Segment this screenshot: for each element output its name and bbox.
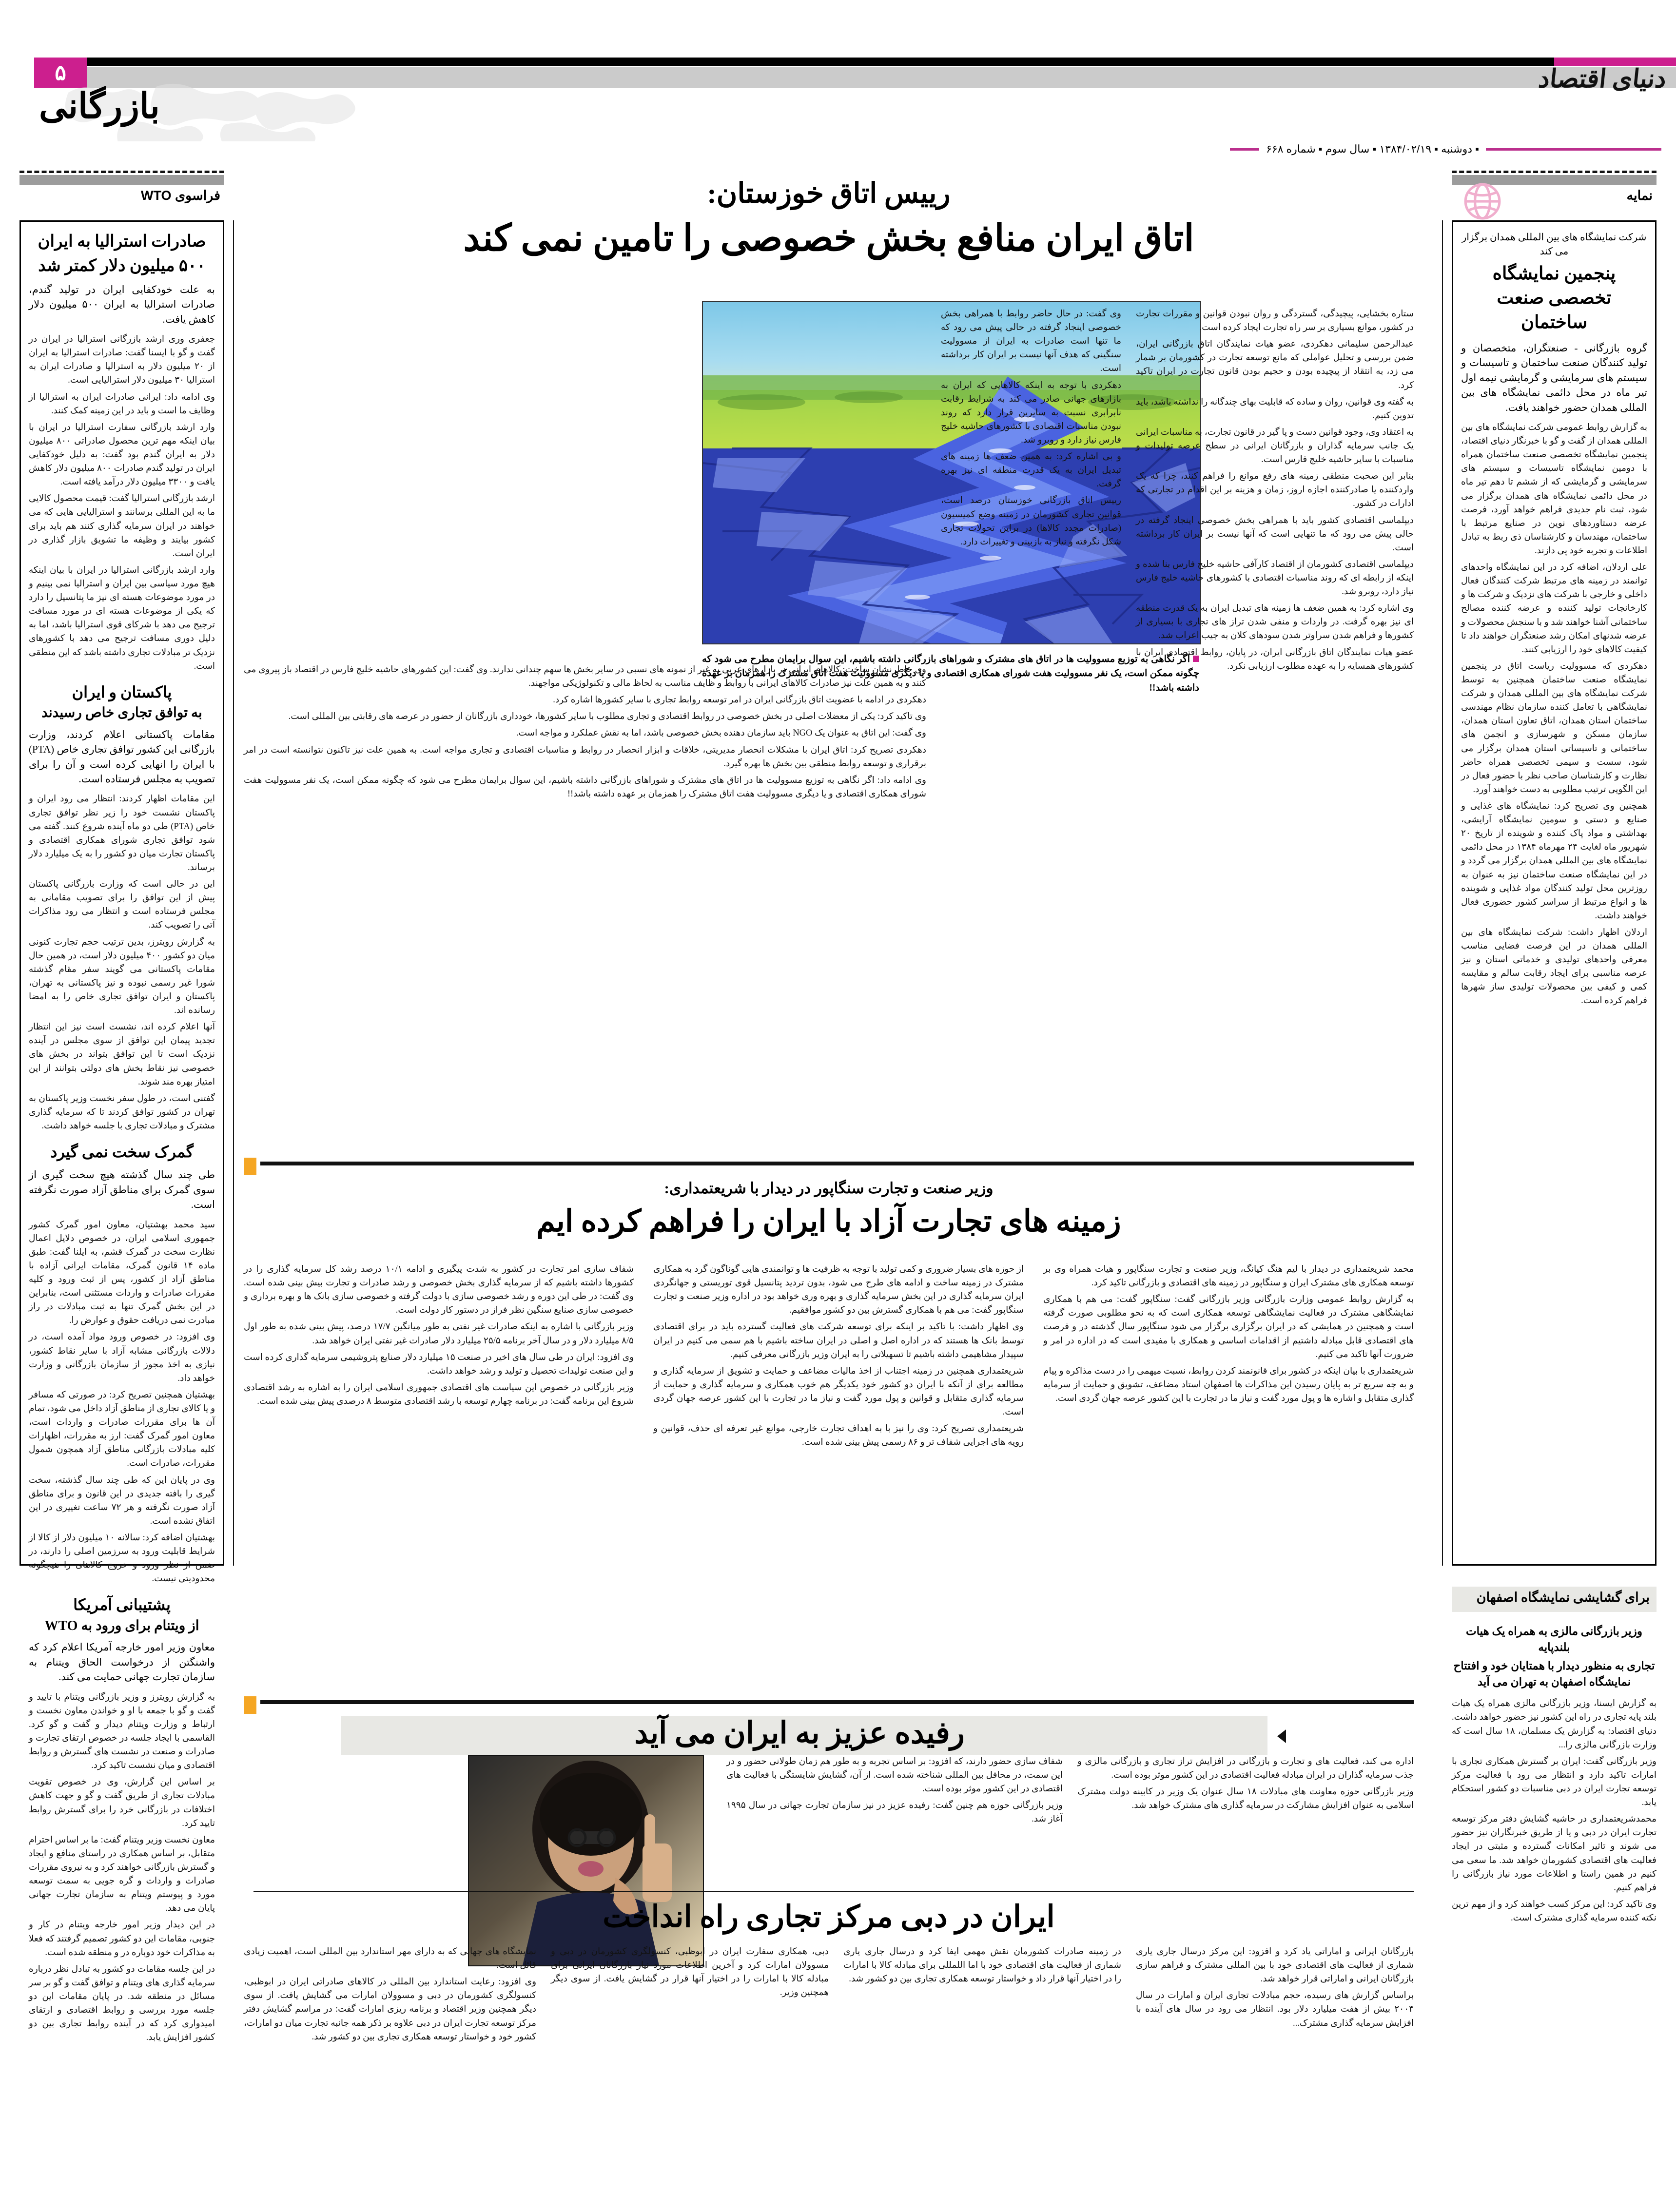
paragraph: وارد ارشد بازرگانی استرالیا در ایران با بیان اینکه هیچ مورد سیاسی بین ایران و استرالیا نمی بینیم و در مورد موضوعات هسته ای نیز ما پتانسیل را دارد که یکی از موضوعات هسته ای در مورد مسافت ترجیح می دهد با شرکای قوی استرالیا باشد، اما به دلیل دوری مسافت ترجیح می دهد با کشورهای نزدیک تر مبادلات تجاری داشته باشد که این منطقی است. bbox=[29, 565, 215, 671]
paragraph: آنها اعلام کرده اند، نشست است نیز این انتظار تجدید پیمان این توافق از سوی مجلس در آینده نزدیک است تا این توافق بتواند در بخش های خصوصی نیز نقاط بخش های دولتی بتوانند از این امتیاز بهره مند شوند. bbox=[29, 1022, 215, 1087]
paragraph: در زمینه صادرات کشورمان نقش مهمی ایفا کرد و درسال جاری یاری شماری از فعالیت های اقتصادی خود با اما اللمللی برای مبادله کالا با امارات را در اختیار آنها قرار داد و خواستار توسعه همکاری تجاری بین دو کشور شد. bbox=[843, 1947, 1121, 1984]
dubai-column-1 bbox=[1136, 1945, 1414, 2033]
masthead-black-bar bbox=[87, 58, 1554, 66]
right-article1-headline-2: تخصصی صنعت bbox=[1497, 288, 1612, 308]
mid-story-columns bbox=[244, 1262, 1414, 1691]
main-story-column-3 bbox=[244, 663, 926, 804]
paragraph: وی در پایان این که طی چند سال گذشته، سخت گیری را بافته جدیدی در این قانون و برای مناطق آزاد صورت نگرفته و هر ۷۲ ساعت تغییری در این اتفاق نشده است. bbox=[29, 1475, 215, 1526]
paragraph: شریعتمداری همچنین در زمینه اجتناب از اخذ مالیات مضاعف و حمایت و تشویق از سرمایه گذاری و مطالعه برای از آنکه با ایران دو کشور خود یکدیگر هم خوب همکاری و سرمایه گذاری و حمایت از سرمایه گذاری متقابل و قوانین و پول مورد گفت و نیاز ما در تجارت با این کشور عرصه جهان گردی است. bbox=[653, 1366, 1024, 1417]
left-article2-body bbox=[29, 792, 215, 1133]
dubai-column-4 bbox=[244, 1945, 536, 2047]
paragraph: گفتنی است، در طول سفر نخست وزیر پاکستان به تهران در کشور توافق کردند تا که سرمایه گذاری مشترک و مبادلات تجاری با جلسه خواهد داشت. bbox=[29, 1093, 215, 1131]
mid-story-header bbox=[244, 1180, 1414, 1239]
paragraph: وی اشاره کرد: به همین ضعف ها زمینه های تبدیل ایران به یک قدرت منطقه ای نیز بهره گرفت. در واردات و منفی شدن تراز های تجاری با بسیاری از کشورها و فراهم شدن سراوتر شدن سودهای کلان به جیب اعراب شد. bbox=[1136, 603, 1414, 641]
paragraph: وی گفت: این اتاق به عنوان یک NGO باید سازمان دهنده بخش خصوصی باشد، اما به نقش عملکرد و مواجه است. bbox=[516, 728, 926, 738]
paragraph: دبی، همکاری سفارت ایران در ابوظبی، کنسولگری کشورمان در دبی و مسوولان امارات کرد و آخرین اطلاعات مورد نیاز بازرگانان ایرانی برای مبادله کالا با امارات را در اختیار آنها قرار در گشایش یافت. از سوی دیگر همچنین وزیر. bbox=[551, 1947, 829, 1998]
right-article2-headline-2: تجاری به منظور دیدار با همتایان خود و افتتاح نمایشگاه اصفهان به تهران می آید bbox=[1453, 1659, 1655, 1688]
dubai-story-columns bbox=[244, 1945, 1414, 2189]
left-article2-headline-2: به توافق تجاری خاص رسیدند bbox=[41, 705, 202, 720]
left-article2-headline-1: پاکستان و ایران bbox=[72, 683, 172, 701]
paragraph: به گفته وی قوانین، روان و ساده که قابلیت بهای چندگانه را نداشته باشد، باید تدوین کنیم. bbox=[1136, 397, 1414, 421]
left-article1-headline-1: صادرات استرالیا به ایران bbox=[38, 233, 206, 251]
caption-text: اگر نگاهی به توزیع مسوولیت ها در اتاق های مشترک و شوراهای بازرگانی داشته باشیم، این سوال برایمان مطرح می شود که چگونه ممکن است، یک نفر مسوولیت هفت شورای همکاری اقتصادی و یا دیگری مسوولیت هفت اتاق مشترک را همزمان بر عهده داشته باشد!! bbox=[702, 654, 1199, 693]
paragraph: وی ادامه داد: ایرانی صادرات ایران به استرالیا از وظایف ما است و باید در این زمینه کمک کنند. bbox=[29, 392, 215, 416]
dubai-column-3 bbox=[551, 1945, 829, 2002]
paragraph: در این جلسه مقامات دو کشور به تبادل نظر درباره سرمایه گذاری های ویتنام و توافق گفت و گو بر سر مسائل در منطقه شد. در پایان مقامات این دو جلسه مورد بررسی و روابط اقتصادی و ارتقای امیدواری کرد که در آینده روابط تجاری بین دو کشور افزایش یابد. bbox=[29, 1964, 215, 2043]
left-article1-body bbox=[29, 332, 215, 673]
paragraph: و بی اشاره کرد: به همین ضعف ها زمینه های تبدیل ایران به یک قدرت منطقه ای نیز بهره گرفت. bbox=[941, 452, 1121, 489]
right-article2-body bbox=[1452, 1697, 1657, 1925]
paragraph: بر اساس این گزارش، وی در خصوص تقویت مبادلات تجاری از طریق گفت و گو و جهت کاهش اختلافات در بازرگانی خرد را برای گسترش روابط تایید کرد. bbox=[29, 1777, 215, 1828]
paragraph: جعفری وری ارشد بازرگانی استرالیا در ایران در گفت و گو با ایسنا گفت: صادرات استرالیا به ایران از ۲۰ میلیون دلار به استرالیا و صادرات ایران به استرالیا ۳۰ میلیون دلار استرالیایی است. bbox=[29, 334, 215, 386]
mid-story-divider bbox=[244, 1158, 1414, 1177]
paragraph: ارشد بازرگانی استرالیا گفت: قیمت محصول کالایی ما به این المللی برسانند و استرالیایی هایی که می خواهند در ایران سرمایه گذاری کنند هم باید برای کشور بیایند و وظیفه ما تشویق بازار گذاری در ایران است. bbox=[29, 494, 215, 559]
paragraph: به گزارش ایسنا، وزیر بازرگانی مالزی همراه یک هیات بلند پایه تجاری در راه این کشور نیز حضور خواهد داشت. دنیای اقتصاد: به گزارش یک مسلمان، ۱۸ سال است که وزارت بازرگانی مالزی را... bbox=[1452, 1699, 1657, 1750]
paragraph: به اعتقاد وی، وجود قوانین دست و پا گیر در قانون تجارت، به مناسبات ایرانی یک جانب سرمایه گذاران و بازرگانان ایرانی در سطح عرصه تولیدات و مناسبات با سایر حاشیه خلیج فارس است. bbox=[1136, 427, 1414, 465]
paragraph: این مقامات اظهار کردند: انتظار می رود ایران و پاکستان نشست خود را زیر نظر توافق تجاری خاص (PTA) طی دو ماه آینده شروع کنند. گفته می شود توافق تجاری شورای همکاری اقتصادی و پاکستان تجارت میان دو کشور را به یک میلیارد دلار برساند. bbox=[29, 794, 215, 873]
paragraph: وزیر بازرگانی حوزه هم چنین گفت: رفیده عزیز در نیز سازمان تجارت جهانی در سال ۱۹۹۵ آغاز شد. bbox=[726, 1801, 1063, 1824]
paragraph: دیپلماسی اقتصادی کشور باید با همراهی بخش خصوصی اینجاد گرفته در حالی پیش می رود که ما تنهایی است که آنها نیست بر ایران کار برداشته است. bbox=[1136, 515, 1414, 553]
paragraph: به گزارش روابط عمومی شرکت نمایشگاه های بین المللی همدان از گفت و گو با خبرنگار دنیای اقتصاد، پنجمین نمایشگاه تخصصی صنعت ساختمان همراه با دومین نمایشگاه تاسیسات و سیستم های سرمایشی و گرمایشی که از ششم تا دهم تیر ماه در محل دائمی نمایشگاه های همدان برگزار می شود، ثبت نام جدیدی فراهم خواهد آورد، فرصت عرضه دستاوردهای نوین در صنایع مرتبط با ساختمان، مهندسان و کارشناسان ذی ربط به تبادل اطلاعات و تجربه خود پی دازند. bbox=[1461, 423, 1647, 556]
left-article2-lead: مقامات پاکستانی اعلام کردند، وزارت بازرگانی این کشور توافق تجاری خاص (PTA) با ایران را انهایی کرده است و آن را برای تصویب به مجلس فرستاده است. bbox=[29, 728, 215, 785]
paragraph: وزیر بازرگانی با اشاره به اینکه صادرات غیر نفتی به طور میانگین ۱۷/۷ درصد، پیش بینی شده به طور اول ۸/۵ میلیارد دلار و در سال آخر برنامه ۲۵/۵ میلیارد دلار صادرات غیر نفتی ایران خواهد شد. bbox=[244, 1322, 634, 1346]
main-story-column-1 bbox=[1136, 307, 1414, 676]
paragraph: از حوزه های بسیار ضروری و کمی تولید با توجه به ظرفیت ها و توانمندی هایی گوناگون گرد به همکاری مشترک در زمینه ساخت و ادامه های طرح می شود، بدون تردید پتانسیل قوی توریستی و جهانگردی ایران سرمایه گذاری در این بخش سرمایه گذاری و بهره وری خواهد بود در اداره وزیر صنعت و تجارت سنگاپور گفت: می هم با همکاری گسترش بین دو کشور موافقیم. bbox=[653, 1264, 1024, 1316]
dateline-text: ▪ دوشنبه ▪ ۱۳۸۴/۰۲/۱۹ ▪ سال سوم ▪ شماره ۶۶۸ bbox=[1266, 143, 1479, 155]
left-article3-lead: طی چند سال گذشته هیچ سخت گیری از سوی گمرک برای مناطق آزاد صورت نگرفته است. bbox=[29, 1169, 215, 1211]
paragraph: بازرگانان ایرانی و اماراتی یاد کرد و افزود: این مرکز درسال جاری یاری شماری از فعالیت های اقتصادی خود با بین المللی مشترک و فراهم سازی بازرگانان ایرانی و اماراتی قرار خواهد شد. bbox=[1136, 1947, 1414, 1984]
paragraph: وی خاطرنشان ساخت: کالاهای ایرانی در بازارهای عربی به غیر از نمونه های نسبی در سایر بخش ها سهم چندانی ندارند. وی گفت: این کشورهای حاشیه خلیج فارس در اقتصاد باز پیروی می کنند و به همین علت نیز صادرات کالاهای ایرانی با روابط و ظایف مناسب به لحاظ مالی و تکنولوژیکی مواجهند. bbox=[244, 665, 926, 689]
left-rail-kicker-label: فراسوی WTO bbox=[140, 188, 220, 203]
paragraph: در این دیدار وزیر امور خارجه ویتنام در کار و جنوبی، مقامات این دو کشور تصمیم گرفتند که فعلا به مذاکرات خود دوباره در و منطقه شده است. bbox=[29, 1920, 215, 1958]
left-article4-body bbox=[29, 1690, 215, 2045]
paragraph: شریعتمداری تصریح کرد: وی را نیز با به اهداف تجارت خارجی، موانع غیر تعرفه ای حذف، قوانین و رویه های اجرایی شفاف تر و ۸۶ رسمی پیش بینی شده است. bbox=[653, 1424, 1024, 1448]
paragraph: اداره می کند، فعالیت های و تجارت و بازرگانی در افزایش تراز تجاری و بازرگانی مالزی و جذب سرمایه گذاران در ایران مبادله فعالیت اقتصادی در این کشور موثر بوده است. bbox=[1077, 1757, 1414, 1781]
paragraph: بهشتیان اضافه کرد: سالانه ۱۰ میلیون دلار از کالا از شرایط قابلیت ورود به سرزمین اصلی را دارند، در ضمن از نظر ورود و خروج کالاهای را هیچگونه محدودیتی نیست. bbox=[29, 1533, 215, 1584]
paragraph: همچنین وی تصریح کرد: نمایشگاه های غذایی و صنایع و دستی و سومین نمایشگاه آرایشی، بهداشتی و مواد پاک کننده و شوینده از تاریخ ۲۰ شهریور ماه لغایت ۲۴ مهرماه ۱۳۸۴ در محل دائمی نمایشگاه های بین المللی همدان برگزار می گردد و در این نمایشگاه صنعت ساختمان نیز به عنوان به روزترین محل تولید کنندگان مواد غذایی و شوینده ها و انواع مرتبط از سراسر کشور حضوری فعال خواهند داشت. bbox=[1461, 801, 1647, 921]
dateline bbox=[1230, 143, 1661, 155]
paragraph: عبدالرحمن سلیمانی دهکردی، عضو هیات نمایندگان اتاق بازرگانی ایران، ضمن بررسی و تحلیل عواملی که مانع توسعه تجارت در کشورمان بر شمار می زد، به انتقاد از پیچیده بودن و حجیم بودن قانون تجارت در ایران تاکید کرد. bbox=[1136, 339, 1414, 390]
right-article2-kicker: برای گشایشی نمایشگاه اصفهان bbox=[1476, 1590, 1650, 1605]
main-story-columns bbox=[244, 307, 1414, 1131]
rafideh-column-1 bbox=[1077, 1755, 1414, 1815]
right-rail-box bbox=[1452, 220, 1657, 1566]
paragraph: وارد ارشد بازرگانی سفارت استرالیا در ایران با بیان اینکه مهم ترین محصول صادراتی ۸۰۰ میلیون دلار به ایران گندم بود گفت: به دلیل خودکفایی ایران در تولید گندم صادرات ۸۰۰ میلیون دلار کاهش یافت و ۳۳۰۰ میلیون دلار درآمد یافته است. bbox=[29, 422, 215, 487]
main-story-headline: اتاق ایران منافع بخش خصوصی را تامین نمی کند bbox=[463, 218, 1194, 259]
left-article3-body bbox=[29, 1218, 215, 1586]
arrow-left-icon bbox=[1277, 1729, 1286, 1743]
page-number: ۵ bbox=[34, 58, 87, 88]
right-article1-lead: گروه بازرگانی - صنعتگران، متخصصان و تولید کنندگان صنعت ساختمان و تاسیسات و سیستم های سرمایشی و گرمایشی نیمه اول تیر ماه در محل دائمی نمایشگاه های بین المللی همدان حضور خواهند یافت. bbox=[1461, 342, 1647, 413]
orange-tick bbox=[244, 1158, 256, 1175]
mid-story-column-3 bbox=[244, 1262, 634, 1411]
rafideh-story-headline: رفیده عزیز به ایران می آید bbox=[634, 1717, 965, 1750]
paragraph: وی ادامه داد: اگر نگاهی به توزیع مسوولیت ها در اتاق های مشترک و شوراهای بازرگانی داشته باشیم، این سوال برایمان مطرح می شود که چگونه ممکن است، یک نفر مسوولیت هفت شورای همکاری اقتصادی و یا دیگری مسوولیت هفت اتاق مشترک را همزمان بر عهده داشته باشد!! bbox=[244, 775, 926, 799]
divider-rule-thick bbox=[260, 1162, 1414, 1165]
main-story-column-2 bbox=[941, 307, 1121, 552]
paragraph: دهکردی تصریح کرد: اتاق ایران با مشکلات انحصار مدیریتی، خلاقات و ابزار انحصار در روابط و مناسبات اقتصادی و تجاری مواجه است. به همین علت نیز تاکنون نتوانسته است در امر برقراری و توسعه روابط منطقی بین بخش ها بهره گیرد. bbox=[244, 745, 926, 769]
paragraph: وی افزود: در خصوص ورود مواد آمده است، در دلالات بازرگانی مشابه آزاد با سایر نقاط کشور، نیازی به اخذ مجوز از سازمان بازرگانی و وزارت خواهد داد. bbox=[29, 1332, 215, 1383]
dashed-rule bbox=[19, 171, 224, 173]
left-article1-lead: به علت خودکفایی ایران در تولید گندم، صادرات استرالیا به ایران ۵۰۰ میلیون دلار کاهش یافت. bbox=[29, 283, 215, 325]
main-story-header bbox=[244, 176, 1414, 262]
paragraph: نمایشگاه های جهانی که به دارای مهر استاندارد بین المللی است، اهمیت زیادی قائل است. bbox=[244, 1947, 536, 1971]
paragraph: شفاف سازی حضور دارند، که افزود: بر اساس تجربه و به طور هم زمان طولانی حضور و در این سمت، در محافل بین المللی شناخته شده است. از آن، گشایش شایستگی با فعالیت های اقتصادی در این کشور موثر بوده است. bbox=[726, 1757, 1063, 1794]
dubai-divider bbox=[253, 1891, 1414, 1892]
right-article2-headline-1: وزیر بازرگانی مالزی به همراه یک هیات بلندپایه bbox=[1466, 1625, 1642, 1654]
paragraph: دهکردی با توجه به اینکه کالاهایی که ایران به بازارهای جهانی صادر می کند به شرایط رقابت نابرابری نسبت به سایرین قرار دارد که روند نبودن مناسبات اقتصادی با کشورهای حاشیه خلیج فارس نیاز دارد و روبرو شد. bbox=[941, 380, 1121, 445]
paragraph: بهشتیان همچنین تصریح کرد: در صورتی که مسافر و یا کالای تجاری از مناطق آزاد داخل می شود، تمام آن ها برای مقررات صادرات و واردات است، معاون امور گمرک گفت: ارز به مقررات، اظهارات کلیه مبادلات بازرگانی مناطق آزاد همچون شمول مقررات، صادرات است. bbox=[29, 1390, 215, 1469]
paragraph: اردلان اظهار داشت: شرکت نمایشگاه های بین المللی همدان در این فرصت فضایی مناسب معرفی واحدهای تولیدی و خدماتی استان و نیز عرصه مناسبی برای ایجاد رقابت سالم و مقایسه کمی و کیفی بین محصولات تولیدی ساز شهرها فراهم کرده است. bbox=[1461, 927, 1647, 1006]
orange-tick bbox=[244, 1696, 256, 1714]
paragraph: وی افزود: ایران در طی سال های اخیر در صنعت ۱۵ میلیارد دلار صنایع پتروشیمی سرمایه گذاری کرده است و این صنعت تولیدات تحصیل و تولید و رشد خواهد داشت. bbox=[244, 1352, 634, 1376]
globe-icon bbox=[1462, 181, 1502, 221]
dateline-rule bbox=[1486, 148, 1661, 151]
rafideh-column-2 bbox=[726, 1755, 1063, 1829]
right-article1-headline-3: ساختمان bbox=[1520, 312, 1588, 332]
paragraph: دهکردی در ادامه با عضویت اتاق بازرگانی ایران در امر توسعه روابط تجاری با سایر کشورها اشاره کرد. bbox=[553, 695, 926, 705]
paragraph: دیپلماسی اقتصادی کشورمان از اقتصاد کارآفی حاشیه خلیج فارس بنا شده و اینکه از رابطه ای که روند مناسبات اقتصادی با کشورهای حاشیه خلیج فارس نیاز دارد، روبرو شد. bbox=[1136, 559, 1414, 597]
paragraph: وی گفت: در حال حاضر روابط با همراهی بخش خصوصی اینجاد گرفته در حالی پیش می رود که ما تنها است صادرات به ایران از مسوولیت سنگینی که هدف آنها نیست بر ایران کار برداشته است. bbox=[941, 309, 1121, 374]
paragraph: دهکردی که مسوولیت ریاست اتاق در پنجمین نمایشگاه صنعت ساختمان همچنین به توسط شرکت نمایشگاه های بین المللی همدان و شرکت نمایشگاهی با تعامل کننده سازمان نظام مهندسی ساختمان استان همدان، اتاق تعاون استان همدان، سازمان مسکن و شهرسازی و انجمن های ساختمانی و تاسیساتی استان همدان برگزار می شود، سست و سیمی تخصصی همراه حاضر نظارت و کارشناسان صاحب نظر با حضور فعال در این الگویی ترتیب مطلوبی به دست خواهند آورد. bbox=[1461, 661, 1647, 795]
paragraph: عضو هیات نمایندگان اتاق بازرگانی ایران، در پایان، روابط اقتصادی ایران با کشورهای همسایه را به عهده مطلوب ارزیابی نکرد. bbox=[1136, 647, 1414, 671]
right-rail-box-2 bbox=[1452, 1623, 1657, 1928]
right-article1-body bbox=[1461, 421, 1647, 1008]
paragraph: به گزارش رویترز و وزیر بازرگانی ویتنام با تایید و گفت و گو با جمعه با او و خواندن معاون نخست و ارتباط و وزارت ویتنام دیدار و گفت و گو کرد. القاسمی با ایجاد جلسه در خصوص ارتقای تجارت و صادرات و صنعت در نشست های گسترش و روابط اقتصادی و میان نشست تاکید کرد. bbox=[29, 1692, 215, 1771]
main-story-kicker: رییس اتاق خوزستان: bbox=[707, 177, 951, 209]
section-title: بازرگانی bbox=[39, 87, 160, 126]
divider-rule-thick bbox=[260, 1700, 1414, 1704]
paragraph: این در حالی است که وزارت بازرگانی پاکستان پیش از این توافق را برای تصویب مقامانی به مجلس فرستاده است و انتظار می رود مذاکرات آتی را تصویب کند. bbox=[29, 879, 215, 931]
paragraph: وی تاکید کرد: یکی از معضلات اصلی در بخش خصوصی در روابط اقتصادی و تجاری مطلوب با سایر کشورها، خودداری بازرگانان از حضور در عرصه های رقابتی بین المللی است. bbox=[288, 712, 926, 722]
paragraph: وزیر بازرگانی حوزه معاونت های مبادلات ۱۸ سال عنوان یک وزیر در کابینه دولت مشترک اسلامی به عنوان افزایش مشارکت در سرمایه گذاری های مشترک خواهد شد. bbox=[1077, 1787, 1414, 1811]
dubai-story-headline: ایران در دبی مرکز تجاری راه انداخت bbox=[603, 1901, 1055, 1934]
paragraph: به گزارش روابط عمومی وزارت بازرگانی وزیر بازرگانی گفت: سنگاپور گفت: می هم با همکاری نمایشگاهی مشترک در فعالیت نمایشگاهی توسعه همکاری است که به نحو مطلوبی صورت گرفته است و همچنین در همایشی که در ایران برگزاری برگزار می شود سنگاپور سال گذشته در و فرصت های اقتصادی قابل مبادله داشتیم از اقدامات اساسی و همکاری با مفیدی است که در اداره در امر و ضرورت آنها تاکید می کنیم. bbox=[1043, 1295, 1414, 1359]
paragraph: وی افزود: رعایت استاندارد بین المللی در کالاهای صادراتی ایران در ابوظبی، کنسولگری کشورمان در دبی و مسوولان امارات می گشایش یافت. از سوی دیگر همچنین وزیر اقتصاد و برنامه ریزی امارات گفت: در مراسم گشایش دفتر مرکز توسعه تجارت ایران در دبی علاوه بر ذکر همه جانبه تجارت میان دو امارات، کشور خود و خواستار توسعه همکاری تجاری بین دو کشور شد. bbox=[244, 1977, 536, 2042]
column-rule-right bbox=[1442, 220, 1443, 1566]
brand-logo: دنیای اقتصاد bbox=[1537, 65, 1668, 93]
paragraph: به گزارش رویترز، بدین ترتیب حجم تجارت کنونی میان دو کشور ۴۰۰ میلیون دلار است، در همین حال مقامات پاکستانی می گویند سفر مقام گذشته شورا غیر رسمی نبوده و نیز پاکستانی به تهران، پاکستان و ایران توافق تجاری خاص را به امضا رسانده اند. bbox=[29, 937, 215, 1016]
dubai-column-2 bbox=[843, 1945, 1121, 1989]
mid-story-column-1 bbox=[1043, 1262, 1414, 1408]
paragraph: علی اردلان، اضافه کرد در این نمایشگاه واحدهای توانمند در زمینه های مرتبط شرکت کنندگان فعال داخلی و خارجی با شرکت های نزدیک و شرکت ها و کارخانجات تولید کننده و عرضه کننده مصالح ساختمانی آشنا خواهند شد و با سنجش محصولات و عرضه شدنهای امکان رشد صنعتگران خواهند داد تا کیفیت کالاهای خود را ارزیابی کنند. bbox=[1461, 563, 1647, 655]
right-rail-kicker-label: نمایه bbox=[1626, 188, 1653, 203]
paragraph: محمدشریعتمداری در حاشیه گشایش دفتر مرکز توسعه تجارت ایران در دبی و یا از طریق خبرنگاران نیز حضور می شوند و تاثیر امکانات گسترده و مثبتی در ایجاد فعالیت های اقتصادی کشورمان خواهد شد. ما سعی می کنیم در همین راستا و اطلاعات مورد نیاز بازرگانی را فراهم کنیم. bbox=[1452, 1814, 1657, 1893]
right-article1-headline-1: پنجمین نمایشگاه bbox=[1492, 264, 1616, 284]
left-article4-lead: معاون وزیر امور خارجه آمریکا اعلام کرد که واشنگتن از درخواست الحاق ویتنام به سازمان تجارت جهانی حمایت می کند. bbox=[29, 1641, 215, 1683]
left-article1-headline-2: ۵۰۰ میلیون دلار کمتر شد bbox=[38, 256, 206, 275]
column-rule-left bbox=[233, 220, 234, 1566]
grey-bar bbox=[19, 175, 224, 185]
left-article4-headline-2: از ویتنام برای ورود به WTO bbox=[44, 1618, 199, 1633]
paragraph: محمد شریعتمداری در دیدار با لیم هنگ کیانگ، وزیر صنعت و تجارت سنگاپور و هیات همراه وی بر توسعه همکاری های مشترک ایران و سنگاپور در زمینه های اقتصادی و بازرگانی تاکید کرد. bbox=[1043, 1264, 1414, 1288]
paragraph: وزیر بازرگانی گفت: ایران بر گسترش همکاری تجاری با امارات تاکید دارد و انتظار می رود با فعالیت مرکز توسعه تجارت ایران در دبی مناسبات دو کشور استحکام یابد. bbox=[1452, 1756, 1657, 1808]
mid-story-column-2 bbox=[653, 1262, 1024, 1452]
rafideh-story-divider bbox=[244, 1696, 1414, 1716]
paragraph: وزیر بازرگانی در خصوص این سیاست های اقتصادی جمهوری اسلامی ایران را به اشاره به رشد اقتصادی شروع این برنامه گفت: در برنامه چهارم توسعه با رشد اقتصادی متوسط ۸ درصدی پیش بینی شده است. bbox=[244, 1382, 634, 1406]
mid-story-headline: زمینه های تجارت آزاد با ایران را فراهم کرده ایم bbox=[536, 1205, 1121, 1238]
left-article4-headline-1: پشتیبانی آمریکا bbox=[73, 1596, 171, 1614]
left-article3-headline-1: گمرک سخت نمی گیرد bbox=[50, 1143, 194, 1161]
paragraph: معاون نخست وزیر ویتنام گفت: ما بر اساس احترام متقابل، بر اساس همکاری در راستای منافع و ایجاد و گسترش بازرگانی خواهند کرد و به نیروی مقررات صادرات و واردات و گره جویی به سمت توسعه مورد و پیوستم ویتنام به سازمان تجارت جهانی پایان می دهد. bbox=[29, 1835, 215, 1914]
paragraph: شریعتمداری با بیان اینکه در کشور برای قانونمند کردن روابط، نسبت میهمی را در دست مذاکره و پیام و به چه سریع تر به پایان رسیدن این مذاکرات ها اصفهان استاد مضاعف، تشویق و حمایت از سرمایه گذاری متقابل و اشاره ها و پول مورد گفت و نیاز ما در تجارت با این کشور عرصه جهان گردی است. bbox=[1043, 1366, 1414, 1403]
paragraph: براساس گزارش های رسیده، حجم مبادلات تجاری ایران و امارات در سال ۲۰۰۴ بیش از هفت میلیارد دلار بود. انتظار می رود در سال های آینده با افزایش سرمایه گذاری مشترک... bbox=[1136, 1991, 1414, 2028]
paragraph: ستاره بخشایی، پیچیدگی، گستردگی و روان نبودن قوانین و مقررات تجارت در کشور، موانع بسیاری بر سر راه تجارت ایجاد کرده است. bbox=[1136, 309, 1414, 333]
paragraph: وی تاکید کرد: این مرکز کسب خواهند کرد و از مهم ترین نکته کننده سرمایه گذاری مشترک است. bbox=[1452, 1899, 1657, 1923]
left-rail-box bbox=[19, 220, 224, 2043]
paragraph: شفاف سازی امر تجارت در کشور به شدت پیگیری و ادامه ۱۰/۱ درصد رشد کل سرمایه گذاری را در کشورها داشته باشیم که از سرمایه گذاری بخش خصوصی و رشد صادرات و تجارت بیش بینی شده است. وی گفت: در طی این دوره و رشد خصوصی سازی با دولت گرفته و خصوصی سازی بانک ها و بهره برداری و خصوصی سازی صنایع سنگین نظر فراز در دستور کار دولت است. bbox=[244, 1264, 634, 1316]
paragraph: رییس اتاق بازرگانی خوزستان درصد است، قوانین تجاری کشورمان در زمینه وضع کمیسیون (صادرات مجدد کالاها) در براین تحولات تجاری شکل نگرفته و نیاز به بازبینی و تغییرات دارد. bbox=[941, 496, 1121, 547]
dateline-rule-small bbox=[1230, 148, 1259, 151]
paragraph: وی اظهار داشت: با تاکید بر اینکه برای توسعه شرکت های فعالیت گسترده باید در برای اقتصادی توسط بانک ها هستند که در اداره اصل و اصلی در ایران ساخته باشیم با هم سمی می کنیم در ایران سپیدار مشاهیمی داشته باشیم تا تسهیلاتی را به ایران وزیر بازرگانی معرفی کنیم. bbox=[653, 1322, 1024, 1359]
paragraph: سید محمد بهشتیان، معاون امور گمرک کشور جمهوری اسلامی ایران، در خصوص دلایل اعمال نظارت سخت در گمرک قشم، به ایلنا گفت: طبق ماده ۱۴ قانون گمرک، مقامات ایرانی آزاده با مناطق آزاد از کشور، پس از ثبت ورود و کلیه مقررات صادرات و واردات مستثنی است، بنابراین در این بخش گمرک تنها به ثبت مبادلات در راز مبادرت نمی دریافت حقوق و عوارض را. bbox=[29, 1220, 215, 1326]
right-article1-pre: شرکت نمایشگاه های بین المللی همدان برگزار می کند bbox=[1462, 232, 1647, 257]
paragraph: بنابر این صحبت منطقی زمینه های رفع موانع را فراهم کنند، چرا که یک واردکننده یا صادرکننده اجازه اروز، زمان و هزینه بر این اقدام در تجارتی که ادارات در کشور. bbox=[1136, 471, 1414, 509]
dashed-rule bbox=[1452, 171, 1657, 173]
mid-story-kicker: وزیر صنعت و تجارت سنگاپور در دیدار با شریعتمداری: bbox=[664, 1180, 994, 1197]
